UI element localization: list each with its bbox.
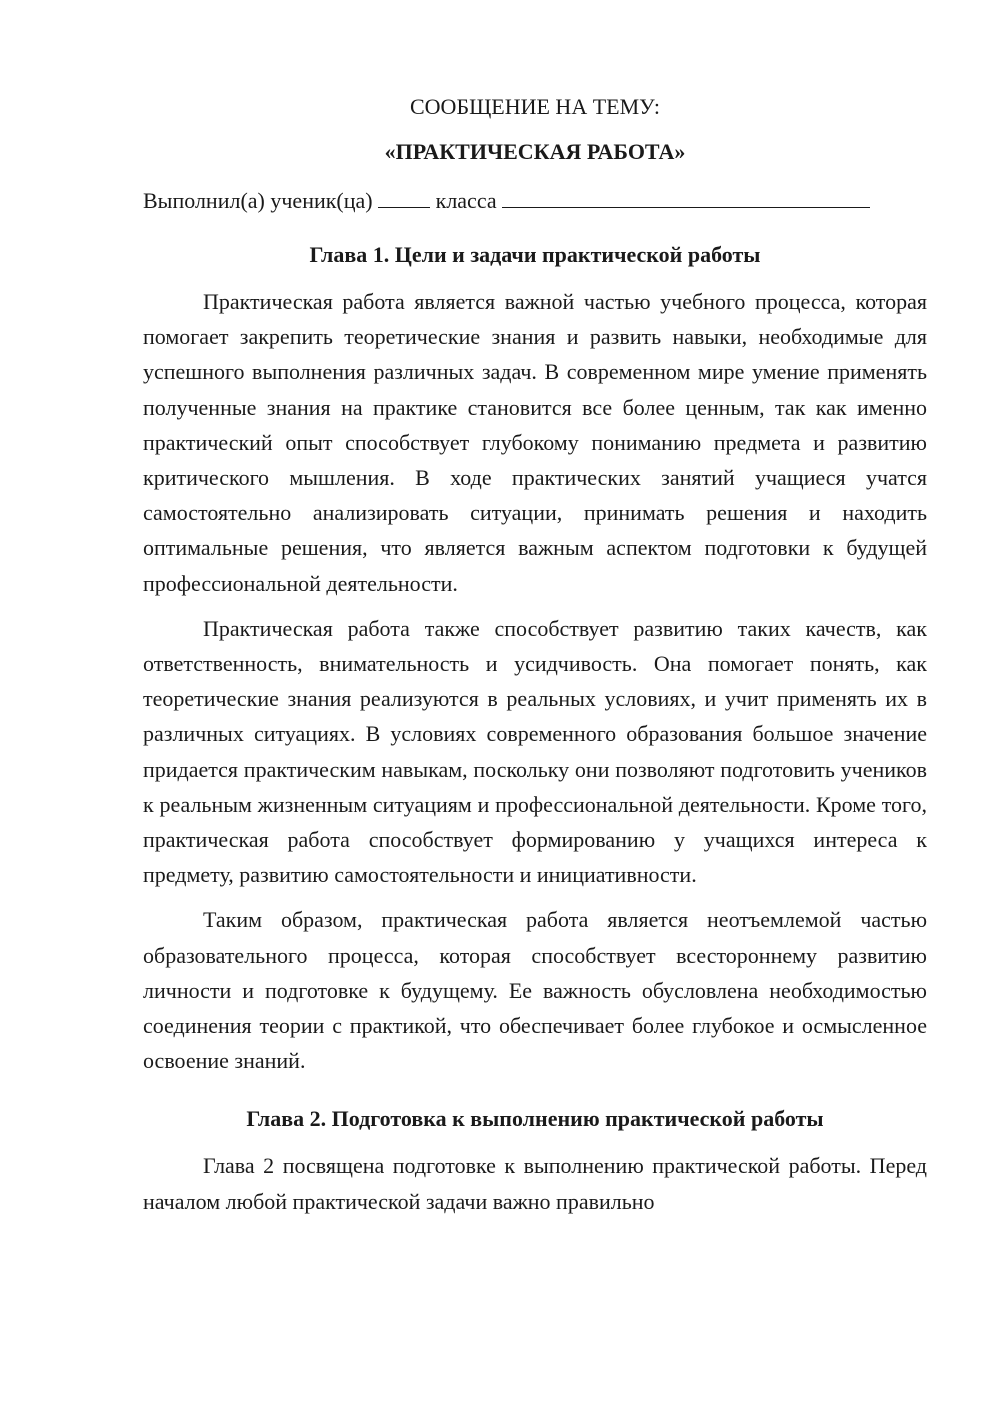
chapter-2-heading: Глава 2. Подготовка к выполнению практической работы [246,1106,824,1132]
chapter-1-heading: Глава 1. Цели и задачи практической работы [309,242,761,267]
author-line [143,184,927,218]
chapter-1-paragraph: Таким образом, практическая работа является неотъемлемой частью образовательного процесса, которая способствует всестороннему развитию личности и подготовке к будущему. Ее важность обусловлена необходимостью соединения теории с практикой, что обеспечивает более глубокое и осмысленное освоение знаний. [143,907,927,1074]
document-topic: «ПРАКТИЧЕСКАЯ РАБОТА» [384,139,686,164]
class-number-blank [378,189,430,208]
student-name-blank [502,189,870,208]
chapter-1-paragraph: Практическая работа также способствует развитию таких качеств, как ответственность, внимательность и усидчивость. Она помогает понять, как теоретические знания реализуются в реальных условиях, и учит применять их в различных ситуациях. В условиях современного образования большое значение придается практическим навыкам, поскольку они позволяют подготовить учеников к реальным жизненным ситуациям и профессиональной деятельности. Кроме того, практическая работа способствует формированию у учащихся интереса к предмету, развитию самостоятельности и инициативности. [143,615,927,888]
performed-by-label: Выполнил(а) ученик(ца) [143,188,373,213]
document-page [143,90,927,1229]
chapter-2-paragraph: Глава 2 посвящена подготовке к выполнению практической работы. Перед началом любой практической задачи важно правильно [143,1153,927,1214]
chapter-1-paragraph: Практическая работа является важной частью учебного процесса, которая помогает закрепить теоретические знания и развить навыки, необходимые для успешного выполнения различных задач. В современном мире умение применять полученные знания на практике становится все более ценным, так как именно практический опыт способствует глубокому пониманию предмета и развитию критического мышления. В ходе практических занятий учащиеся учатся самостоятельно анализировать ситуации, принимать решения и находить оптимальные решения, что является важным аспектом подготовки к будущей профессиональной деятельности. [143,289,927,596]
class-label: класса [435,188,497,213]
document-title: СООБЩЕНИЕ НА ТЕМУ: [410,94,660,119]
